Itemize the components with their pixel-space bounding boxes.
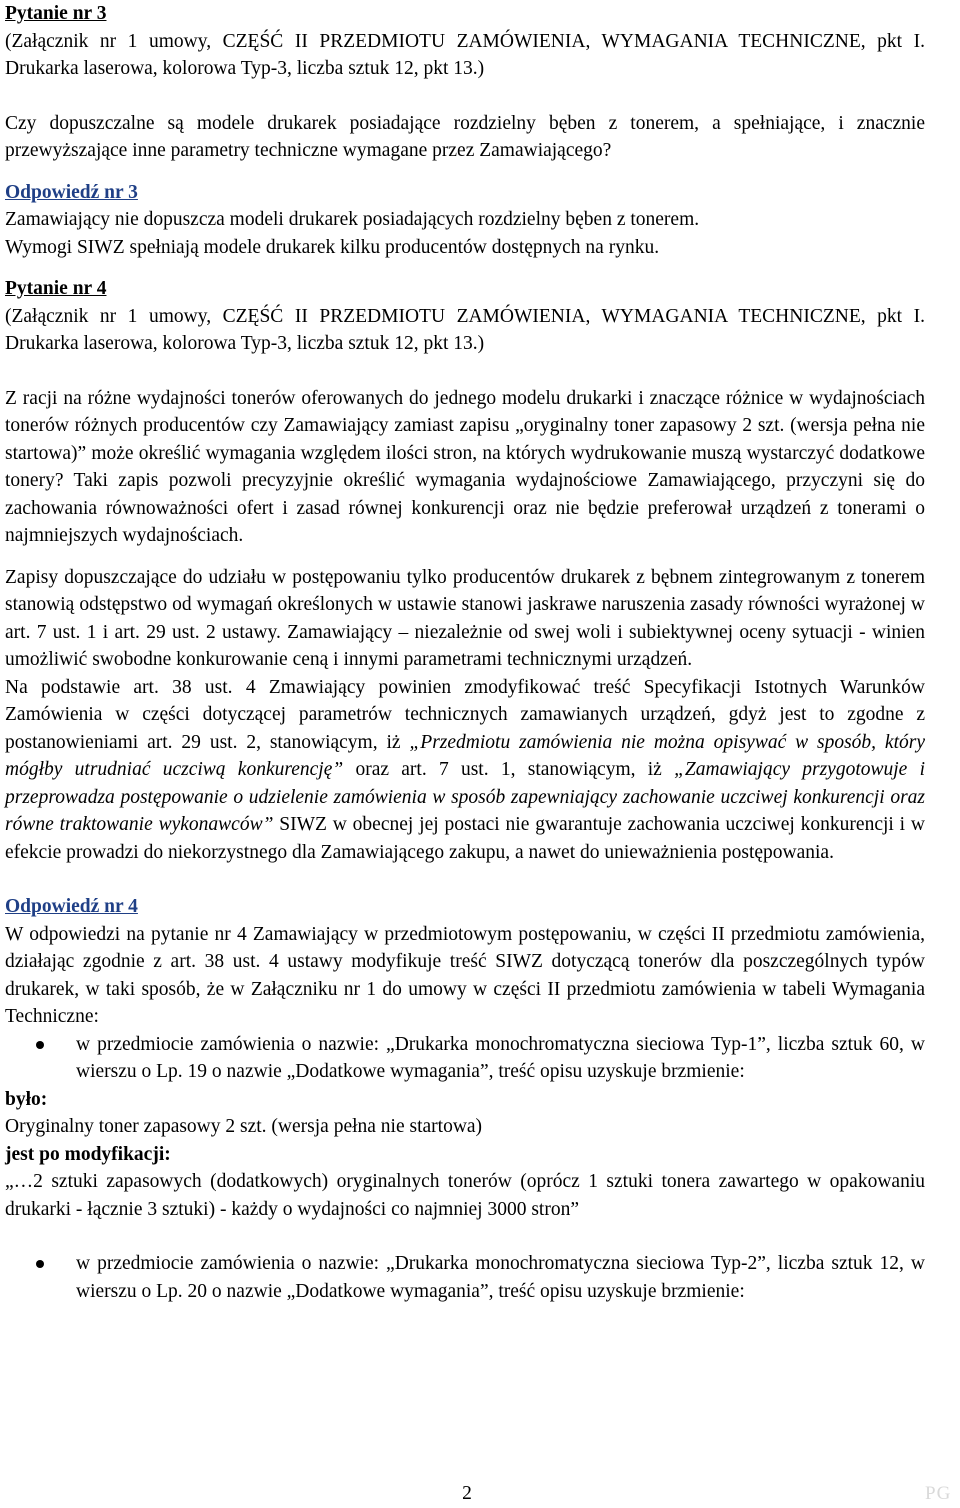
answer-3-heading: Odpowiedź nr 3 — [5, 181, 138, 203]
bullet-2-text: w przedmiocie zamówienia o nazwie: „Drukarka monochromatyczna sieciowa Typ-2”, liczba sztuk 12, w wierszu o Lp. 20 o nazwie „Dodatkowe wymagania”, treść opisu uzyskuje brzmienie: — [76, 1253, 925, 1302]
answer-4-bullet-list-2 — [5, 1250, 925, 1305]
question-3-reference: (Załącznik nr 1 umowy, CZĘŚĆ II PRZEDMIOTU ZAMÓWIENIA, WYMAGANIA TECHNICZNE, pkt I. Drukarka laserowa, kolorowa Typ-3, liczba sztuk 12, pkt 13.) — [5, 30, 925, 79]
was-label: było: — [5, 1088, 48, 1110]
paragraph-3-quote-1: „Przedmiotu zamówienia nie można opisywać w sposób, który mógłby utrudniać uczciwą konkurencję” — [5, 731, 925, 780]
question-4-paragraph-2: Zapisy dopuszczające do udziału w postępowaniu tylko producentów drukarek z bębnem zintegrowanym z tonerem stanowią odstępstwo od wymagań określonych w ustawie stanowi jaskrawe naruszenia zasady równości wyrażonej w art. 7 ust. 1 i art. 29 ust. 2 ustawy. Zamawiający – niezależnie od swej woli i subiektywnej oceny sytuacji - winien umożliwić swobodne konkurowanie ceną i innymi parametrami technicznymi urządzeń. — [5, 566, 925, 670]
list-item — [5, 1031, 925, 1086]
answer-4-intro: W odpowiedzi na pytanie nr 4 Zamawiający w przedmiotowym postępowaniu, w części II przedmiotu zamówienia, działając zgodnie z art. 38 ust. 4 ustawy modyfikuje treść SIWZ dotyczącą tonerów dla poszczególnych typów drukarek, w taki sposób, że w Załączniku nr 1 do umowy w części II przedmiotu zamówienia w tabeli Wymagania Techniczne: — [5, 923, 925, 1027]
question-3-heading: Pytanie nr 3 — [5, 3, 107, 24]
paragraph-3-text-a: Na podstawie art. 38 ust. 4 Zmawiający powinien zmodyfikować treść Specyfikacji Istotnych Warunków Zamówienia w części dotyczącej parametrów technicznych zamawianych urządzeń, gdyż jest to zgodne z postanowieniami art. 29 ust. 2, stanowiącym, iż — [5, 676, 925, 753]
after-modification-text: „…2 sztuki zapasowych (dodatkowych) oryginalnych tonerów (oprócz 1 sztuki tonera zawartego w opakowaniu drukarki - łącznie 3 sztuki) - każdy o wydajności co najmniej 3000 stron” — [5, 1171, 925, 1220]
answer-3-line-2: Wymogi SIWZ spełniają modele drukarek kilku producentów dostępnych na rynku. — [5, 236, 660, 258]
answer-4-heading: Odpowiedź nr 4 — [5, 896, 138, 917]
paragraph-3-quote-2: „Zamawiający przygotowuje i przeprowadza postępowanie o udzielenie zamówienia w sposób zapewniający zachowanie uczciwej konkurencji oraz równe traktowanie wykonawców” — [5, 759, 926, 835]
bullet-icon — [36, 1041, 44, 1049]
bullet-icon — [36, 1260, 44, 1268]
was-text: Oryginalny toner zapasowy 2 szt. (wersja pełna nie startowa) — [5, 1116, 483, 1137]
document-page — [5, 0, 925, 1305]
question-4-heading: Pytanie nr 4 — [5, 278, 107, 299]
question-3-text: Czy dopuszczalne są modele drukarek posiadające rozdzielny bęben z tonerem, a spełniające, i znacznie przewyższające inne parametry techniczne wymagane przez Zamawiającego? — [5, 112, 925, 161]
question-4-paragraph-3 — [5, 674, 925, 867]
after-modification-label: jest po modyfikacji: — [5, 1143, 171, 1165]
watermark-logo: PG — [925, 1483, 952, 1504]
question-4-reference: (Załącznik nr 1 umowy, CZĘŚĆ II PRZEDMIOTU ZAMÓWIENIA, WYMAGANIA TECHNICZNE, pkt I. Drukarka laserowa, kolorowa Typ-3, liczba sztuk 12, pkt 13.) — [5, 305, 925, 354]
paragraph-3-text-b: oraz art. 7 ust. 1, stanowiącym, iż — [343, 759, 675, 780]
answer-3-line-1: Zamawiający nie dopuszcza modeli drukarek posiadających rozdzielny bęben z tonerem. — [5, 209, 700, 230]
answer-4-bullet-list-1 — [5, 1031, 925, 1086]
question-4-paragraph-1: Z racji na różne wydajności tonerów oferowanych do jednego modelu drukarki i znaczące różnice w wydajnościach tonerów różnych producentów czy Zamawiający zamiast zapisu „oryginalny toner zapasowy 2 szt. (wersja pełna nie startowa)” może określić wymagania względem ilości stron, na których wydrukowanie muszą wystarczyć dodatkowe tonery? Taki zapis pozwoli precyzyjnie określić wymagania wydajnościowe Zamawiającego, przyczyni się do zachowania równoważności ofert i zasad równej konkurencji oraz nie będzie preferował urządzeń z tonerami o najmniejszych wydajnościach. — [5, 387, 925, 546]
bullet-1-text: w przedmiocie zamówienia o nazwie: „Drukarka monochromatyczna sieciowa Typ-1”, liczba sztuk 60, w wierszu o Lp. 19 o nazwie „Dodatkowe wymagania”, treść opisu uzyskuje brzmienie: — [76, 1033, 925, 1082]
paragraph-3-text-c: SIWZ w obecnej jej postaci nie gwarantuje zachowania uczciwej konkurencji i w efekcie prowadzi do niekorzystnego dla Zamawiającego zakupu, a nawet do unieważnienia postępowania. — [5, 814, 925, 863]
list-item — [5, 1250, 925, 1305]
page-number: 2 — [462, 1483, 472, 1504]
